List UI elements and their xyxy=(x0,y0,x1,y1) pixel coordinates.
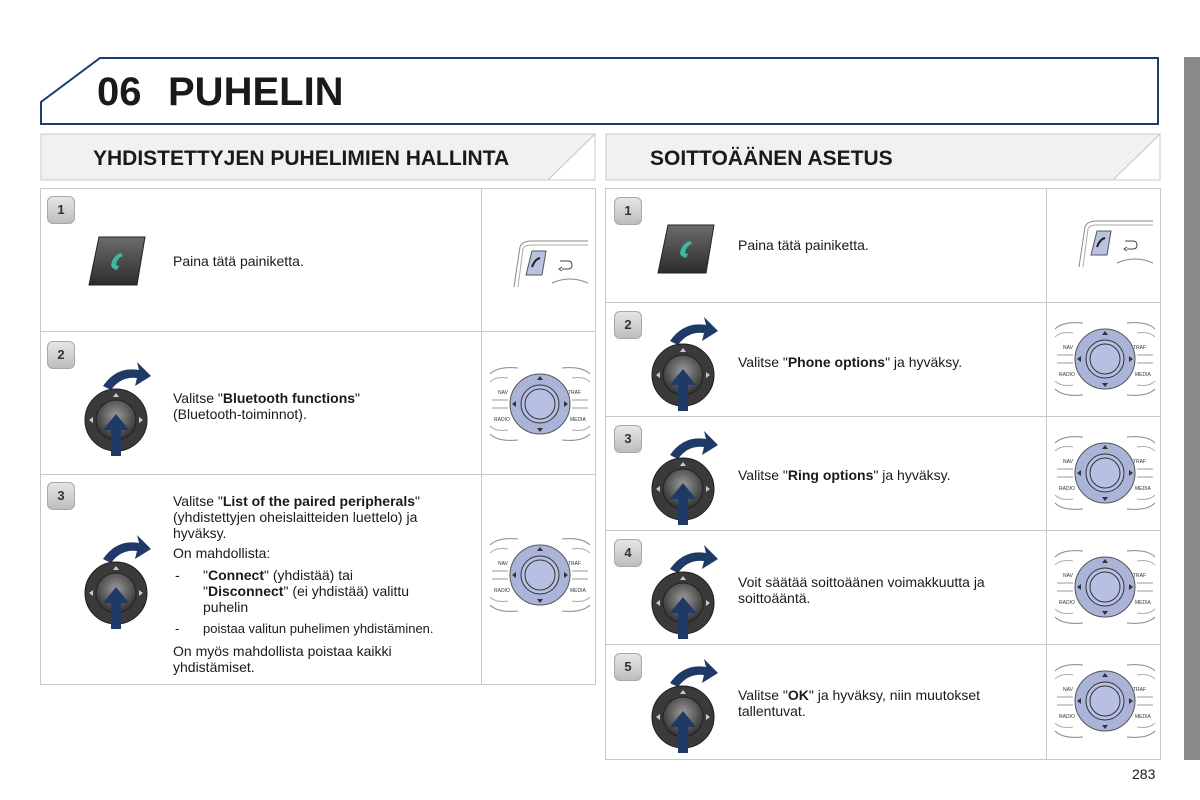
svg-text:RADIO: RADIO xyxy=(1059,714,1075,720)
step-text xyxy=(173,390,360,422)
phone-button-icon xyxy=(656,223,716,275)
panel-knob-illustration xyxy=(481,332,595,474)
panel-phone-icon xyxy=(512,239,588,289)
svg-text:MEDIA: MEDIA xyxy=(1135,600,1151,606)
option-name: Ring options xyxy=(787,467,874,483)
right-step-row-2 xyxy=(606,303,1160,417)
step-text xyxy=(738,687,980,719)
control-panel-icon xyxy=(1053,661,1157,741)
panel-knob-illustration xyxy=(1046,531,1160,644)
rotary-knob-press-icon xyxy=(650,313,720,413)
step-text xyxy=(738,574,985,606)
rotary-knob-press-icon xyxy=(83,358,153,458)
text-part: " (ei yhdistää) valittu xyxy=(283,583,410,599)
left-step-row-2 xyxy=(41,332,595,475)
page-number: 283 xyxy=(1132,766,1156,782)
step-number-badge: 5 xyxy=(614,653,642,681)
right-step-row-1 xyxy=(606,189,1160,303)
right-step-row-3 xyxy=(606,417,1160,531)
right-section-header xyxy=(605,133,1161,181)
text-part: (Bluetooth-toiminnot). xyxy=(173,406,307,422)
text-line: On myös mahdollista poistaa kaikki xyxy=(173,643,392,659)
svg-text:TRAF: TRAF xyxy=(568,561,582,567)
panel-knob-illustration xyxy=(1046,417,1160,530)
chapter-number: 06 xyxy=(97,70,142,114)
svg-text:NAV: NAV xyxy=(1063,573,1073,579)
text-line: puhelin xyxy=(203,599,249,615)
svg-text:RADIO: RADIO xyxy=(494,417,510,423)
control-panel-icon xyxy=(1053,547,1157,627)
svg-text:TRAF: TRAF xyxy=(1133,459,1147,465)
option-name: Bluetooth functions xyxy=(222,390,356,406)
panel-knob-illustration xyxy=(1046,645,1160,759)
left-section-title: YHDISTETTYJEN PUHELIMIEN HALLINTA xyxy=(93,147,510,170)
svg-text:TRAF: TRAF xyxy=(1133,687,1147,693)
side-tab xyxy=(1184,57,1200,760)
bullet-dash: - xyxy=(175,621,180,636)
text-line: soittoääntä. xyxy=(738,590,811,606)
panel-phone-illustration xyxy=(1046,189,1160,302)
step-text: Paina tätä painiketta. xyxy=(173,253,304,269)
rotary-knob-press-icon xyxy=(650,541,720,641)
control-panel-icon xyxy=(488,535,592,615)
svg-text:TRAF: TRAF xyxy=(1133,345,1147,351)
svg-text:NAV: NAV xyxy=(498,561,508,567)
svg-text:MEDIA: MEDIA xyxy=(570,417,586,423)
text-part: " ja hyväksy, niin muutokset xyxy=(808,687,981,703)
step-number-badge: 3 xyxy=(614,425,642,453)
text-part: " ja hyväksy. xyxy=(885,354,963,370)
option-name: Phone options xyxy=(787,354,886,370)
svg-text:RADIO: RADIO xyxy=(1059,372,1075,378)
svg-text:TRAF: TRAF xyxy=(1133,573,1147,579)
svg-text:NAV: NAV xyxy=(1063,459,1073,465)
text-part: Valitse " xyxy=(738,687,788,703)
rotary-knob-press-icon xyxy=(650,427,720,527)
option-name: Connect xyxy=(207,567,264,583)
text-line: Voit säätää soittoäänen voimakkuutta ja xyxy=(738,574,985,590)
text-part: Valitse " xyxy=(738,354,788,370)
text-part: Valitse " xyxy=(173,390,223,406)
bullet-dash: - xyxy=(175,567,180,583)
right-step-row-4 xyxy=(606,531,1160,645)
text-line: (yhdistettyjen oheislaitteiden luettelo) ja xyxy=(173,509,418,525)
text-part: " (yhdistää) tai xyxy=(263,567,353,583)
text-part: " ja hyväksy. xyxy=(873,467,951,483)
svg-text:RADIO: RADIO xyxy=(1059,600,1075,606)
control-panel-icon xyxy=(488,364,592,444)
text-part: poistaa valitun puhelimen yhdistäminen. xyxy=(203,621,434,636)
panel-knob-illustration xyxy=(481,475,595,685)
left-step-row-1 xyxy=(41,189,595,332)
rotary-knob-press-icon xyxy=(650,655,720,755)
text-part: " xyxy=(355,390,361,406)
panel-knob-illustration xyxy=(1046,303,1160,416)
step-text: Paina tätä painiketta. xyxy=(738,237,869,253)
text-part: " xyxy=(203,567,208,583)
left-step-row-3 xyxy=(41,475,595,685)
svg-text:RADIO: RADIO xyxy=(1059,486,1075,492)
right-steps-table xyxy=(605,188,1161,760)
bullet-item xyxy=(173,567,473,615)
step-text xyxy=(738,354,962,370)
svg-text:NAV: NAV xyxy=(1063,687,1073,693)
step-text xyxy=(738,467,950,483)
step-number-badge: 1 xyxy=(614,197,642,225)
right-step-row-5 xyxy=(606,645,1160,759)
text-line: tallentuvat. xyxy=(738,703,806,719)
step-number-badge: 1 xyxy=(47,196,75,224)
svg-text:MEDIA: MEDIA xyxy=(1135,714,1151,720)
svg-text:NAV: NAV xyxy=(498,390,508,396)
text-part: Valitse " xyxy=(173,493,223,509)
svg-text:MEDIA: MEDIA xyxy=(1135,372,1151,378)
chapter-title: PUHELIN xyxy=(168,70,344,114)
control-panel-icon xyxy=(1053,433,1157,513)
phone-button-icon xyxy=(87,235,147,287)
step-number-badge: 3 xyxy=(47,482,75,510)
left-section-header xyxy=(40,133,596,181)
text-line: hyväksy. xyxy=(173,525,227,541)
right-section-title: SOITTOÄÄNEN ASETUS xyxy=(650,147,893,170)
step-number-badge: 2 xyxy=(614,311,642,339)
svg-text:MEDIA: MEDIA xyxy=(1135,486,1151,492)
text-line: On mahdollista: xyxy=(173,545,271,561)
bullet-item xyxy=(173,621,473,637)
text-part: " xyxy=(415,493,420,509)
step-number-badge: 4 xyxy=(614,539,642,567)
svg-text:RADIO: RADIO xyxy=(494,588,510,594)
rotary-knob-press-icon xyxy=(83,531,153,631)
svg-text:NAV: NAV xyxy=(1063,345,1073,351)
svg-text:MEDIA: MEDIA xyxy=(570,588,586,594)
text-part: Valitse " xyxy=(738,467,788,483)
svg-text:TRAF: TRAF xyxy=(568,390,582,396)
option-name: List of the paired peripherals xyxy=(222,493,415,509)
option-name: Disconnect xyxy=(207,583,284,599)
left-steps-table xyxy=(40,188,596,685)
control-panel-icon xyxy=(1053,319,1157,399)
text-part: " xyxy=(203,583,208,599)
panel-phone-illustration xyxy=(481,189,595,331)
option-name: OK xyxy=(787,687,809,703)
step-text-block xyxy=(173,493,473,675)
text-line: yhdistämiset. xyxy=(173,659,255,675)
panel-phone-icon xyxy=(1077,219,1153,269)
step-number-badge: 2 xyxy=(47,341,75,369)
